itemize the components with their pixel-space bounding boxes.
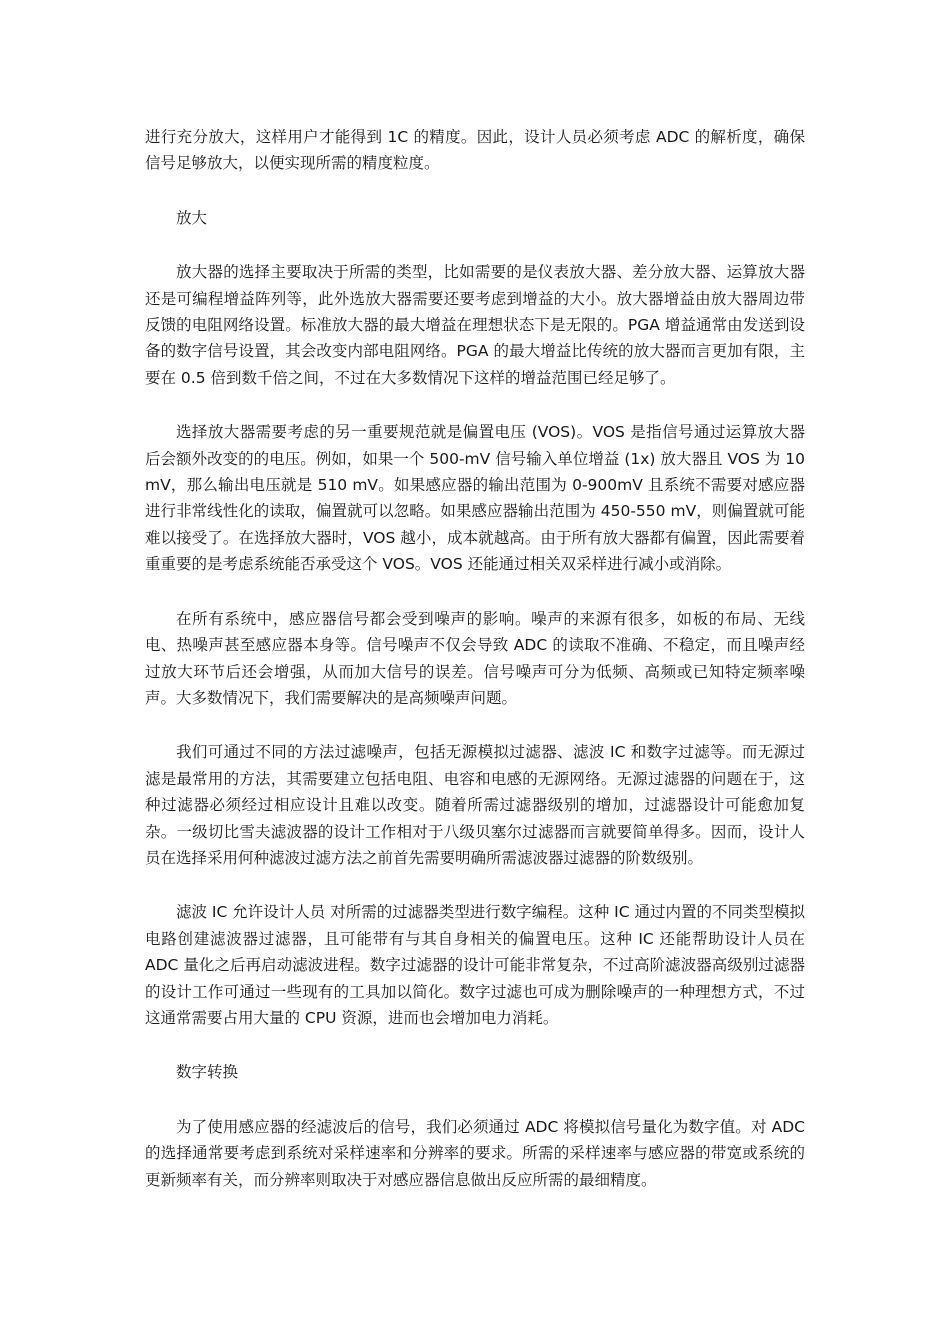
paragraph-offset-voltage: 选择放大器需要考虑的另一重要规范就是偏置电压 (VOS)。VOS 是指信号通过运算放大器后会额外改变的的电压。例如，如果一个 500-mV 信号输入单位增益 (1x) 放大器且 VOS 为 10 mV，那么输出电压就是 510 mV。如果感应器的输出范围为 0-900mV 且系统不需要对感应器进行非常线性化的读取，偏置就可以忽略。如果感应器输出范围为 450-550 mV，则偏置就可能难以接受了。在选择放大器时，VOS 越小，成本就越高。由于所有放大器都有偏置，因此需要着重重要的是考虑系统能否承受这个 VOS。VOS 还能通过相关双采样进行减小或消除。 [145,423,805,574]
document-body [145,124,805,1221]
paragraph-filter-ic: 滤波 IC 允许设计人员 对所需的过滤器类型进行数字编程。这种 IC 通过内置的不同类型模拟电路创建滤波器过滤器，且可能带有与其自身相关的偏置电压。这种 IC 还能帮助设计人员在 ADC 量化之后再启动滤波进程。数字过滤器的设计可能非常复杂，不过高阶滤波器高级别过滤器的设计工作可通过一些现有的工具加以简化。数字过滤也可成为删除噪声的一种理想方式，不过这通常需要占用大量的 CPU 资源，进而也会增加电力消耗。 [145,903,805,1027]
paragraph-continuation: 进行充分放大，这样用户才能得到 1C 的精度。因此，设计人员必须考虑 ADC 的解析度，确保信号足够放大，以便实现所需的精度粒度。 [145,128,805,173]
paragraph-noise: 在所有系统中，感应器信号都会受到噪声的影响。噪声的来源有很多，如板的布局、无线电、热噪声甚至感应器本身等。信号噪声不仅会导致 ADC 的读取不准确、不稳定，而且噪声经过放大环节后还会增强，从而加大信号的误差。信号噪声可分为低频、高频或已知特定频率噪声。大多数情况下，我们需要解决的是高频噪声问题。 [145,609,805,707]
section-heading-digital-conversion: 数字转换 [176,1063,239,1082]
paragraph-filtering-methods: 我们可通过不同的方法过滤噪声，包括无源模拟过滤器、滤波 IC 和数字过滤等。而无源过滤是最常用的方法，其需要建立包括电阻、电容和电感的无源网络。无源过滤器的问题在于，这种过滤器必须经过相应设计且难以改变。随着所需过滤器级别的增加，过滤器设计可能愈加复杂。一级切比雪夫滤波器的设计工作相对于八级贝塞尔过滤器而言就要简单得多。因而，设计人员在选择采用何种滤波过滤方法之前首先需要明确所需滤波器过滤器的阶数级别。 [145,743,805,867]
section-heading-amplification: 放大 [176,208,208,227]
paragraph-amplifier-selection: 放大器的选择主要取决于所需的类型，比如需要的是仪表放大器、差分放大器、运算放大器还是可编程增益阵列等，此外选放大器需要还要考虑到增益的大小。放大器增益由放大器周边带反馈的电阻网络设置。标准放大器的最大增益在理想状态下是无限的。PGA 增益通常由发送到设备的数字信号设置，其会改变内部电阻网络。PGA 的最大增益比传统的放大器而言更加有限，主要在 0.5 倍到数千倍之间，不过在大多数情况下这样的增益范围已经足够了。 [145,263,805,387]
paragraph-adc-selection: 为了使用感应器的经滤波后的信号，我们必须通过 ADC 将模拟信号量化为数字值。对 ADC 的选择通常要考虑到系统对采样速率和分辨率的要求。所需的采样速率与感应器的带宽或系统的更新频率有关，而分辨率则取决于对感应器信息做出反应所需的最细精度。 [145,1117,805,1189]
